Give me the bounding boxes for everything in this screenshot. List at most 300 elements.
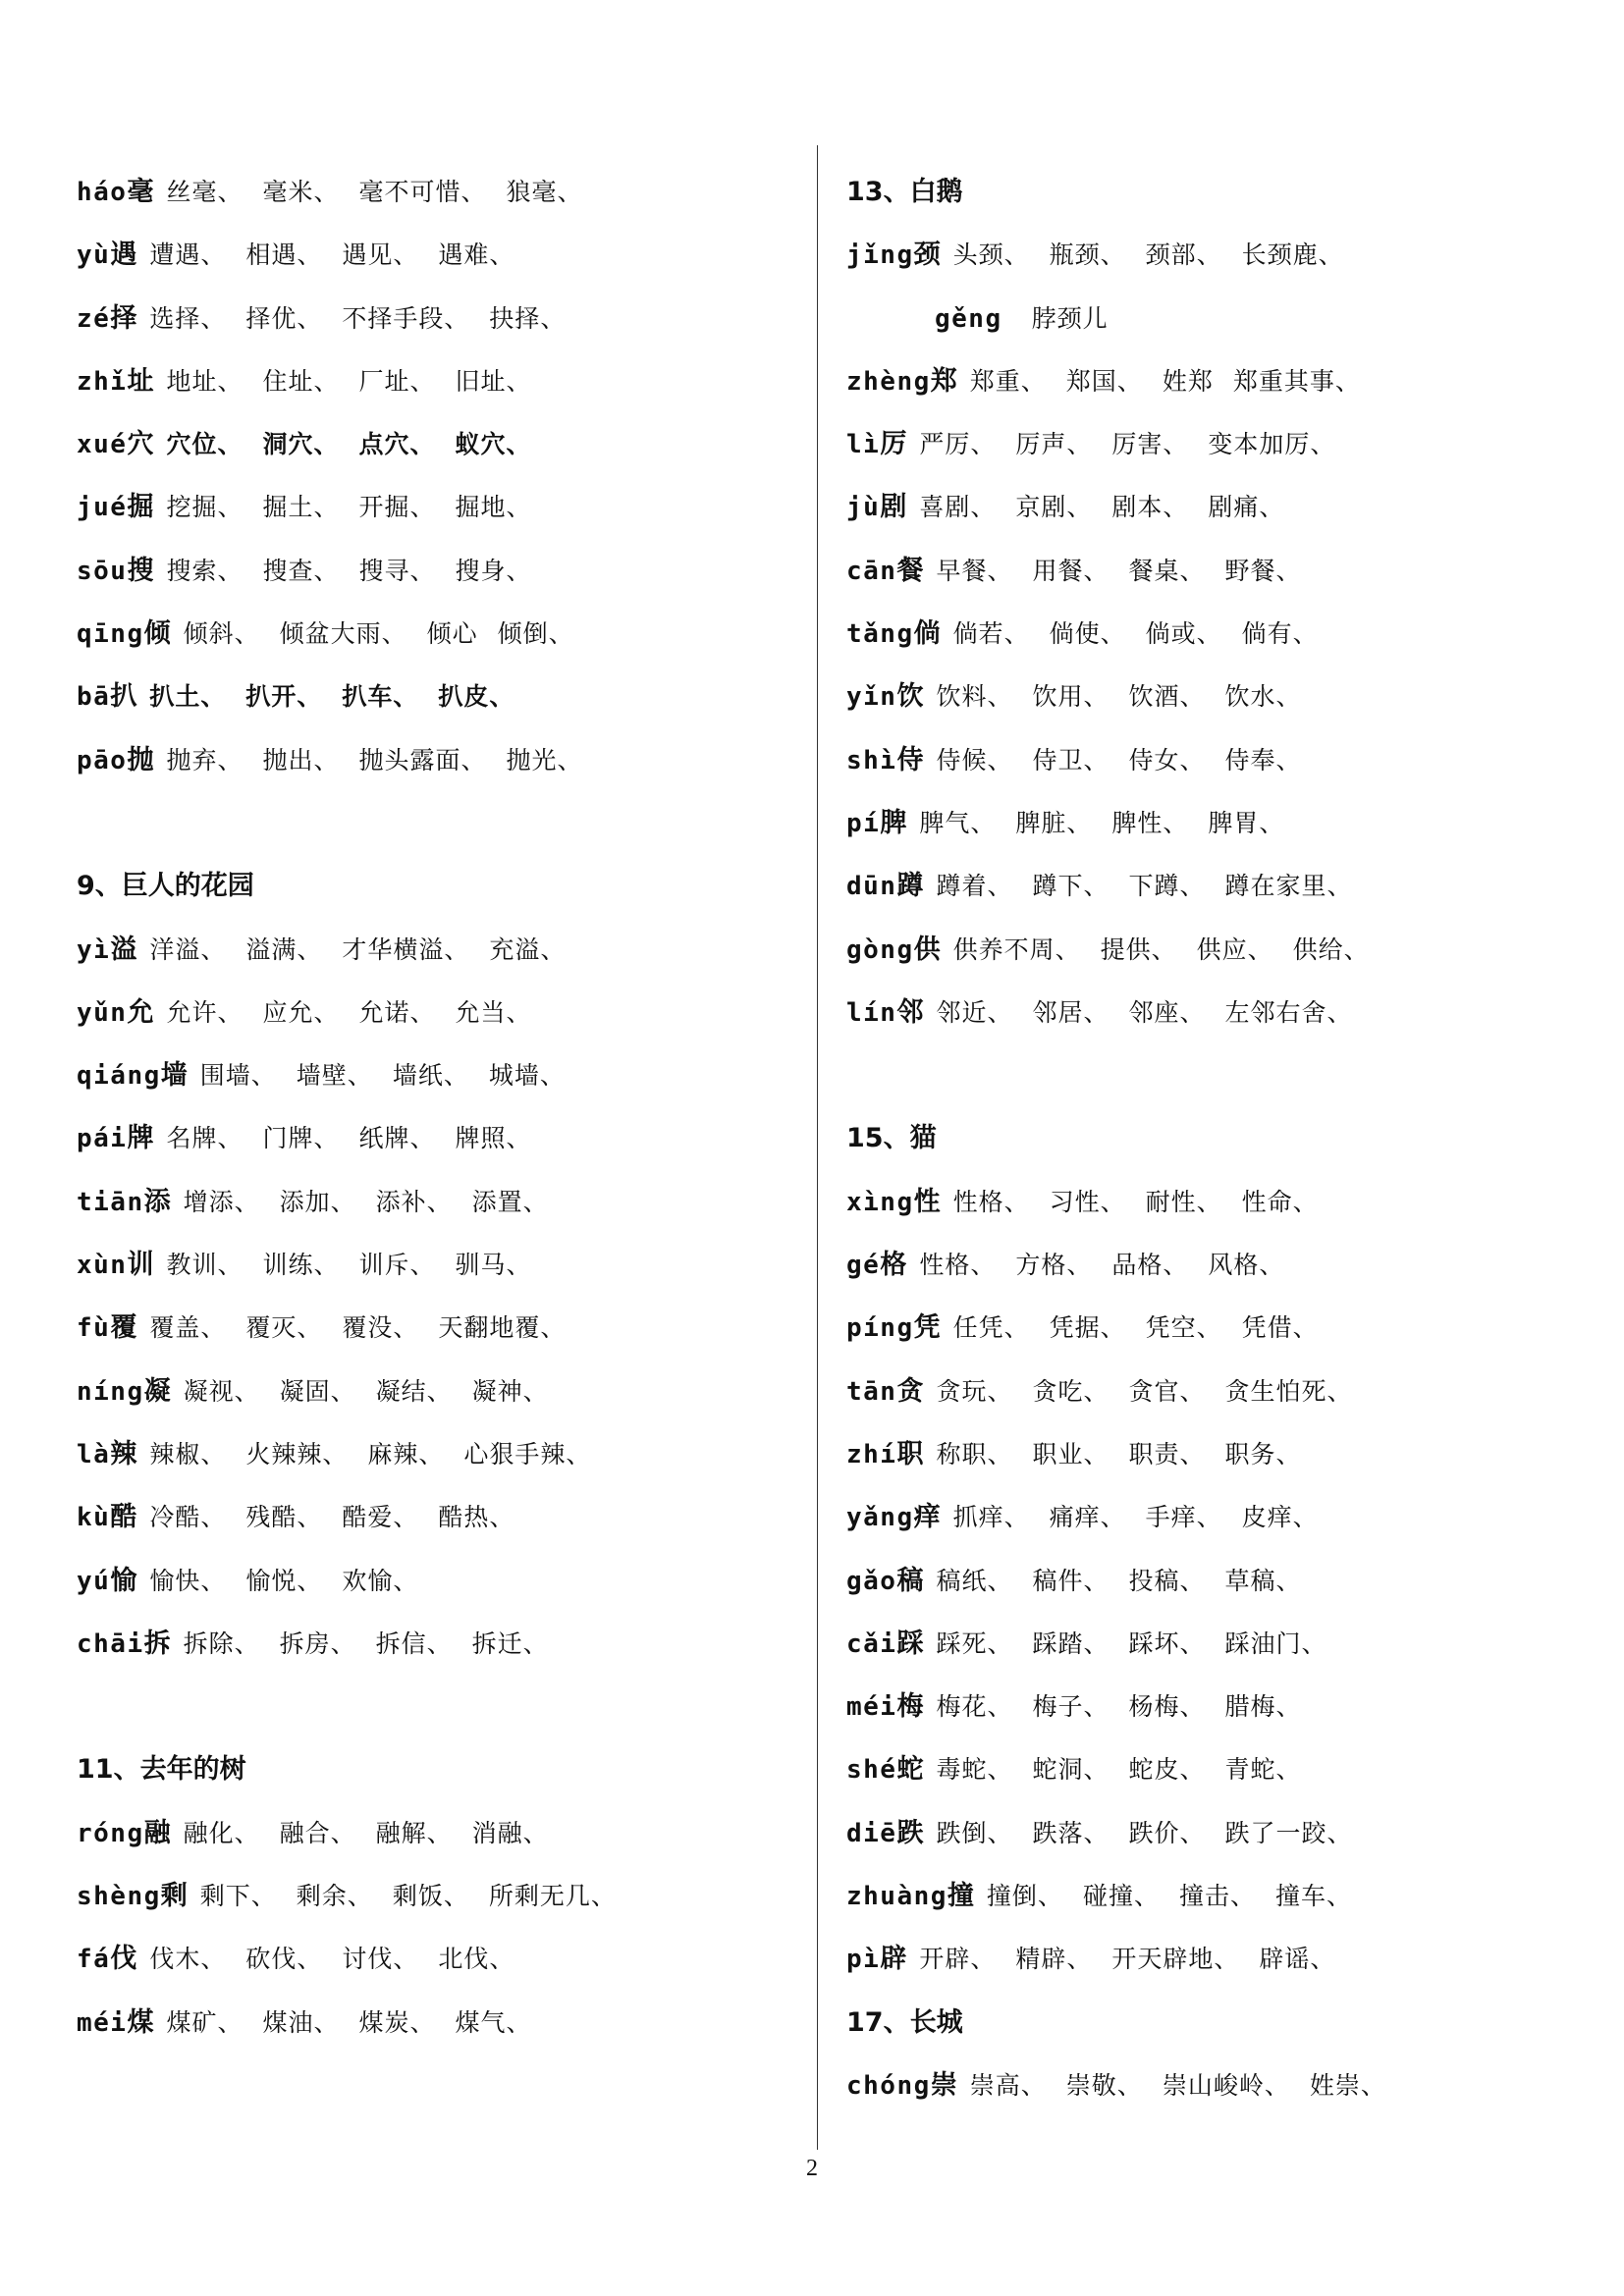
example-word: 皮痒、	[1241, 1503, 1319, 1532]
example-word: 脾气、	[919, 808, 997, 837]
pinyin: gé	[846, 1251, 881, 1281]
example-word: 抉择、	[489, 303, 567, 333]
example-word: 扒开、	[245, 682, 323, 712]
example-word: 剧本、	[1111, 493, 1189, 522]
vocab-entry	[77, 1107, 803, 1170]
example-word: 踩坏、	[1128, 1629, 1206, 1658]
pinyin: zhí	[846, 1439, 897, 1469]
pinyin: xué	[77, 430, 128, 460]
pinyin: méi	[846, 1692, 897, 1723]
example-word: 允许、	[166, 997, 244, 1027]
example-word: 郑国、	[1065, 366, 1143, 396]
vocab-entry	[77, 729, 803, 792]
example-word: 喜剧、	[919, 493, 997, 522]
example-word: 煤油、	[262, 2007, 340, 2037]
vocab-entry	[846, 476, 1593, 539]
example-word: 倘有、	[1241, 619, 1319, 649]
pinyin: bā	[77, 682, 111, 713]
pinyin: cān	[846, 556, 897, 586]
section-title: 17、长城	[846, 2006, 963, 2038]
vocab-entry	[846, 350, 1593, 413]
example-word: 门牌、	[262, 1124, 340, 1153]
example-word: 蛇皮、	[1128, 1755, 1206, 1785]
example-word: 掘土、	[262, 493, 340, 522]
vocab-entry	[846, 666, 1593, 728]
vocab-entry	[846, 1550, 1593, 1613]
example-word: 融解、	[375, 1818, 453, 1847]
vocab-entry	[846, 1171, 1593, 1234]
pinyin: sōu	[77, 556, 128, 586]
pinyin: háo	[77, 178, 128, 207]
example-word: 投稿、	[1128, 1566, 1206, 1595]
character: 辣	[110, 1438, 138, 1469]
example-word: 变本加厉、	[1208, 430, 1336, 459]
character: 添	[143, 1186, 172, 1217]
example-word: 搜索、	[166, 556, 244, 585]
example-word: 抛头露面、	[358, 745, 487, 774]
example-word: 溢满、	[245, 934, 323, 964]
character: 扒	[110, 681, 138, 713]
example-word: 用餐、	[1032, 556, 1110, 585]
example-word: 洞穴、	[262, 430, 340, 459]
example-word: 饮酒、	[1128, 682, 1206, 712]
example-word: 训斥、	[358, 1251, 436, 1280]
pinyin: là	[77, 1439, 111, 1469]
column-divider	[817, 145, 818, 2150]
vocab-entry	[77, 161, 803, 224]
section-title: 11、去年的树	[77, 1754, 246, 1786]
example-word: 踩死、	[936, 1629, 1013, 1658]
pinyin: píng	[846, 1313, 914, 1344]
character: 煤	[127, 2006, 155, 2038]
vocab-entry	[846, 855, 1593, 918]
character: 梅	[896, 1691, 925, 1723]
example-word: 添加、	[279, 1187, 356, 1216]
character: 蛇	[896, 1754, 925, 1786]
pinyin: xìng	[846, 1187, 914, 1217]
example-word: 倾斜、	[183, 619, 260, 649]
example-word: 供养不周、	[952, 934, 1081, 964]
example-word: 职业、	[1032, 1439, 1110, 1468]
example-word: 欢愉、	[342, 1566, 419, 1595]
example-word: 凝视、	[183, 1376, 260, 1406]
example-word: 覆盖、	[149, 1313, 227, 1343]
example-word: 训练、	[262, 1251, 340, 1280]
example-word: 抛光、	[506, 745, 583, 774]
pinyin: tān	[846, 1376, 897, 1407]
example-word: 搜身、	[455, 556, 532, 585]
pinyin: níng	[77, 1376, 144, 1407]
example-word: 侍奉、	[1224, 745, 1302, 774]
pinyin: shèng	[77, 1882, 161, 1912]
vocab-entry	[846, 982, 1593, 1044]
character: 剧	[880, 492, 908, 523]
example-word: 倘若、	[952, 619, 1030, 649]
example-word: 住址、	[262, 366, 340, 396]
pinyin: shì	[846, 745, 897, 775]
example-word: 充溢、	[489, 934, 567, 964]
example-word: 郑重、	[969, 366, 1047, 396]
example-word: 冷酷、	[149, 1503, 227, 1532]
example-word: 洋溢、	[149, 934, 227, 964]
example-word: 跌了一跤、	[1224, 1818, 1353, 1847]
pinyin: yǐn	[846, 682, 897, 713]
example-word: 梅花、	[936, 1692, 1013, 1722]
example-word: 性命、	[1241, 1187, 1319, 1216]
character: 墙	[160, 1060, 189, 1092]
example-word: 脾性、	[1111, 808, 1189, 837]
example-word: 天翻地覆、	[438, 1313, 567, 1343]
pinyin: chāi	[77, 1629, 144, 1659]
example-word: 梅子、	[1032, 1692, 1110, 1722]
example-word: 拆房、	[279, 1629, 356, 1658]
example-word: 凝固、	[279, 1376, 356, 1406]
example-word: 牌照、	[455, 1124, 532, 1153]
pinyin: gěng	[935, 303, 1002, 334]
example-word: 煤炭、	[358, 2007, 436, 2037]
example-word: 邻座、	[1128, 997, 1206, 1027]
section-gap	[846, 1044, 1593, 1107]
character: 愉	[110, 1565, 138, 1596]
pinyin: shé	[846, 1755, 897, 1786]
example-word: 蚁穴、	[455, 430, 532, 459]
vocab-entry	[77, 982, 803, 1044]
example-word: 覆没、	[342, 1313, 419, 1343]
pinyin: méi	[77, 2007, 128, 2038]
example-word: 添置、	[471, 1187, 549, 1216]
example-word: 蹲在家里、	[1224, 872, 1353, 901]
vocab-entry	[846, 540, 1593, 603]
character: 痒	[913, 1502, 942, 1533]
vocab-entry	[846, 1613, 1593, 1676]
example-word: 择优、	[245, 303, 323, 333]
vocab-entry	[77, 1992, 803, 2055]
character: 酷	[110, 1502, 138, 1533]
character: 供	[913, 934, 942, 965]
vocab-entry	[846, 792, 1593, 855]
example-word: 蛇洞、	[1032, 1755, 1110, 1785]
vocab-entry	[77, 1297, 803, 1360]
example-word: 残酷、	[245, 1503, 323, 1532]
example-word: 辟谣、	[1259, 1945, 1336, 1974]
section-title: 15、猫	[846, 1123, 937, 1154]
example-word: 撞倒、	[986, 1882, 1063, 1911]
character: 牌	[127, 1123, 155, 1154]
example-word: 驯马、	[455, 1251, 532, 1280]
example-word: 踩油门、	[1224, 1629, 1327, 1658]
pinyin: fù	[77, 1313, 111, 1344]
example-word: 北伐、	[438, 1945, 515, 1974]
character: 抛	[127, 744, 155, 775]
right-column	[846, 161, 1593, 2117]
example-word: 任凭、	[952, 1313, 1030, 1343]
character: 掘	[127, 492, 155, 523]
character: 择	[110, 302, 138, 334]
example-word: 允诺、	[358, 997, 436, 1027]
example-word: 掘地、	[455, 493, 532, 522]
example-word: 名牌、	[166, 1124, 244, 1153]
vocab-entry	[77, 1361, 803, 1423]
character: 溢	[110, 934, 138, 965]
example-word: 崇山峻岭、	[1162, 2070, 1290, 2100]
pinyin: pì	[846, 1945, 881, 1975]
example-word: 毫米、	[262, 178, 340, 206]
example-word: 腊梅、	[1224, 1692, 1302, 1722]
example-word: 抓痒、	[952, 1503, 1030, 1532]
example-word: 点穴、	[358, 430, 436, 459]
example-word: 心狠手辣、	[463, 1439, 592, 1468]
example-word: 稿件、	[1032, 1566, 1110, 1595]
example-word: 长颈鹿、	[1241, 240, 1344, 270]
pinyin: yù	[77, 240, 111, 271]
vocab-entry	[77, 919, 803, 982]
example-word: 扒土、	[149, 682, 227, 712]
example-word: 饮料、	[936, 682, 1013, 712]
example-word: 杨梅、	[1128, 1692, 1206, 1722]
pinyin: jù	[846, 493, 881, 523]
example-word: 凭空、	[1145, 1313, 1222, 1343]
example-word: 凭据、	[1049, 1313, 1126, 1343]
character: 融	[143, 1817, 172, 1848]
pinyin: cǎi	[846, 1629, 897, 1659]
example-word: 酷热、	[438, 1503, 515, 1532]
example-word: 痛痒、	[1049, 1503, 1126, 1532]
character: 贪	[896, 1375, 925, 1407]
example-word: 抛弃、	[166, 745, 244, 774]
character: 跌	[896, 1817, 925, 1848]
character: 厉	[880, 429, 908, 460]
section-gap	[77, 1676, 803, 1738]
character: 性	[913, 1186, 942, 1217]
example-word: 崇高、	[969, 2070, 1047, 2100]
example-word: 左邻右舍、	[1224, 997, 1353, 1027]
example-word: 墙纸、	[392, 1061, 469, 1091]
example-word: 踩踏、	[1032, 1629, 1110, 1658]
vocab-entry	[846, 729, 1593, 792]
example-word: 丝毫、	[166, 178, 244, 206]
vocab-entry	[846, 1234, 1593, 1297]
example-word: 下蹲、	[1128, 872, 1206, 901]
example-word: 脖颈儿	[1031, 303, 1109, 333]
example-word: 郑重其事、	[1232, 366, 1361, 396]
character: 拆	[143, 1628, 172, 1659]
example-word: 饮水、	[1224, 682, 1302, 712]
vocab-entry	[77, 476, 803, 539]
example-word: 搜查、	[262, 556, 340, 585]
example-word: 倾盆大雨、	[279, 619, 407, 649]
example-word: 贪玩、	[936, 1376, 1013, 1406]
character: 脾	[880, 807, 908, 838]
character: 址	[127, 365, 155, 397]
vocab-entry	[77, 1865, 803, 1928]
example-word: 煤矿、	[166, 2007, 244, 2037]
example-word: 厂址、	[358, 366, 436, 396]
example-word: 瓶颈、	[1049, 240, 1126, 270]
pinyin: jǐng	[846, 240, 914, 271]
example-word: 剧痛、	[1208, 493, 1285, 522]
example-word: 相遇、	[245, 240, 323, 270]
pinyin: gǎo	[846, 1566, 897, 1596]
example-word: 姓郑	[1162, 366, 1214, 396]
example-word: 开掘、	[358, 493, 436, 522]
example-word: 砍伐、	[245, 1945, 323, 1974]
pinyin: róng	[77, 1818, 144, 1848]
example-word: 覆灭、	[245, 1313, 323, 1343]
example-word: 愉悦、	[245, 1566, 323, 1595]
example-word: 跌价、	[1128, 1818, 1206, 1847]
pinyin: fá	[77, 1945, 111, 1975]
example-word: 性格、	[952, 1187, 1030, 1216]
example-word: 品格、	[1111, 1251, 1189, 1280]
example-word: 方格、	[1015, 1251, 1093, 1280]
example-word: 消融、	[471, 1818, 549, 1847]
character: 侍	[896, 744, 925, 775]
vocab-entry	[77, 224, 803, 287]
example-word: 火辣辣、	[245, 1439, 349, 1468]
example-word: 增添、	[183, 1187, 260, 1216]
example-word: 剩饭、	[392, 1882, 469, 1911]
character: 倾	[143, 618, 172, 650]
example-word: 凝神、	[471, 1376, 549, 1406]
example-word: 贪生怕死、	[1224, 1376, 1353, 1406]
example-word: 添补、	[375, 1187, 453, 1216]
pinyin: zhèng	[846, 366, 931, 397]
alt-pronunciation-row	[846, 288, 1593, 350]
example-word: 撞车、	[1274, 1882, 1352, 1911]
example-word: 蹲着、	[936, 872, 1013, 901]
character: 餐	[896, 555, 925, 586]
pinyin: zé	[77, 303, 111, 334]
character: 崇	[930, 2069, 958, 2101]
example-word: 碰撞、	[1082, 1882, 1160, 1911]
example-word: 应允、	[262, 997, 340, 1027]
example-word: 职务、	[1224, 1439, 1302, 1468]
example-word: 草稿、	[1224, 1566, 1302, 1595]
example-word: 侍候、	[936, 745, 1013, 774]
example-word: 职责、	[1128, 1439, 1206, 1468]
character: 允	[127, 996, 155, 1028]
vocab-entry	[846, 2055, 1593, 2117]
vocab-entry	[846, 1865, 1593, 1928]
example-word: 地址、	[166, 366, 244, 396]
example-word: 才华横溢、	[342, 934, 470, 964]
pinyin: dūn	[846, 872, 897, 902]
character: 毫	[127, 177, 155, 207]
example-word: 脾脏、	[1015, 808, 1093, 837]
example-word: 倘使、	[1049, 619, 1126, 649]
character: 邻	[896, 996, 925, 1028]
example-word: 穴位、	[166, 430, 244, 459]
example-word: 颈部、	[1145, 240, 1222, 270]
character: 穴	[127, 429, 155, 460]
section-title: 13、白鹅	[846, 177, 963, 207]
example-word: 野餐、	[1224, 556, 1302, 585]
example-word: 选择、	[149, 303, 227, 333]
example-word: 不择手段、	[342, 303, 470, 333]
example-word: 贪官、	[1128, 1376, 1206, 1406]
character: 倘	[913, 618, 942, 650]
vocab-entry	[846, 224, 1593, 287]
example-word: 开天辟地、	[1111, 1945, 1240, 1974]
vocab-entry	[846, 1738, 1593, 1801]
example-word: 融合、	[279, 1818, 356, 1847]
vocab-entry	[77, 540, 803, 603]
example-word: 习性、	[1049, 1187, 1126, 1216]
example-word: 凝结、	[375, 1376, 453, 1406]
vocab-entry	[846, 1486, 1593, 1549]
example-word: 邻居、	[1032, 997, 1110, 1027]
pinyin: pái	[77, 1124, 128, 1154]
example-word: 旧址、	[455, 366, 532, 396]
vocab-entry	[77, 1550, 803, 1613]
character: 职	[896, 1438, 925, 1469]
vocab-entry	[846, 1802, 1593, 1865]
example-word: 拆迁、	[471, 1629, 549, 1658]
example-word: 撞击、	[1178, 1882, 1256, 1911]
example-word: 讨伐、	[342, 1945, 419, 1974]
pinyin: kù	[77, 1503, 111, 1533]
character: 搜	[127, 555, 155, 586]
pinyin: zhuàng	[846, 1882, 947, 1912]
pinyin: jué	[77, 493, 128, 523]
example-word: 辣椒、	[149, 1439, 227, 1468]
character: 颈	[913, 240, 942, 271]
character: 蹲	[896, 871, 925, 902]
pinyin: qiáng	[77, 1061, 161, 1092]
vocab-entry	[846, 1928, 1593, 1991]
example-word: 京剧、	[1015, 493, 1093, 522]
example-word: 饮用、	[1032, 682, 1110, 712]
character: 撞	[947, 1881, 975, 1912]
example-word: 围墙、	[199, 1061, 277, 1091]
example-word: 愉快、	[149, 1566, 227, 1595]
pinyin: tiān	[77, 1187, 144, 1217]
example-word: 头颈、	[952, 240, 1030, 270]
vocab-entry	[77, 1423, 803, 1486]
vocab-entry	[846, 1423, 1593, 1486]
example-word: 倾倒、	[497, 619, 574, 649]
example-word: 酷爱、	[342, 1503, 419, 1532]
pinyin: pí	[846, 808, 881, 838]
example-word: 严厉、	[919, 430, 997, 459]
example-word: 毒蛇、	[936, 1755, 1013, 1785]
example-word: 教训、	[166, 1251, 244, 1280]
example-word: 姓崇、	[1309, 2070, 1386, 2100]
character: 剩	[160, 1881, 189, 1912]
vocab-entry	[77, 350, 803, 413]
example-word: 手痒、	[1145, 1503, 1222, 1532]
vocab-entry	[77, 288, 803, 350]
example-word: 提供、	[1100, 934, 1177, 964]
character: 训	[127, 1250, 155, 1281]
pinyin: pāo	[77, 745, 128, 775]
example-word: 耐性、	[1145, 1187, 1222, 1216]
character: 饮	[896, 681, 925, 713]
example-word: 所剩无几、	[488, 1882, 617, 1911]
example-word: 跌落、	[1032, 1818, 1110, 1847]
pinyin: yú	[77, 1566, 111, 1596]
example-word: 餐桌、	[1128, 556, 1206, 585]
example-word: 抛出、	[262, 745, 340, 774]
vocab-entry	[846, 1297, 1593, 1360]
character: 凝	[143, 1375, 172, 1407]
character: 凭	[913, 1312, 942, 1344]
example-word: 贪吃、	[1032, 1376, 1110, 1406]
pinyin: yǔn	[77, 997, 128, 1028]
example-word: 称职、	[936, 1439, 1013, 1468]
example-word: 倘或、	[1145, 619, 1222, 649]
example-word: 开辟、	[919, 1945, 997, 1974]
